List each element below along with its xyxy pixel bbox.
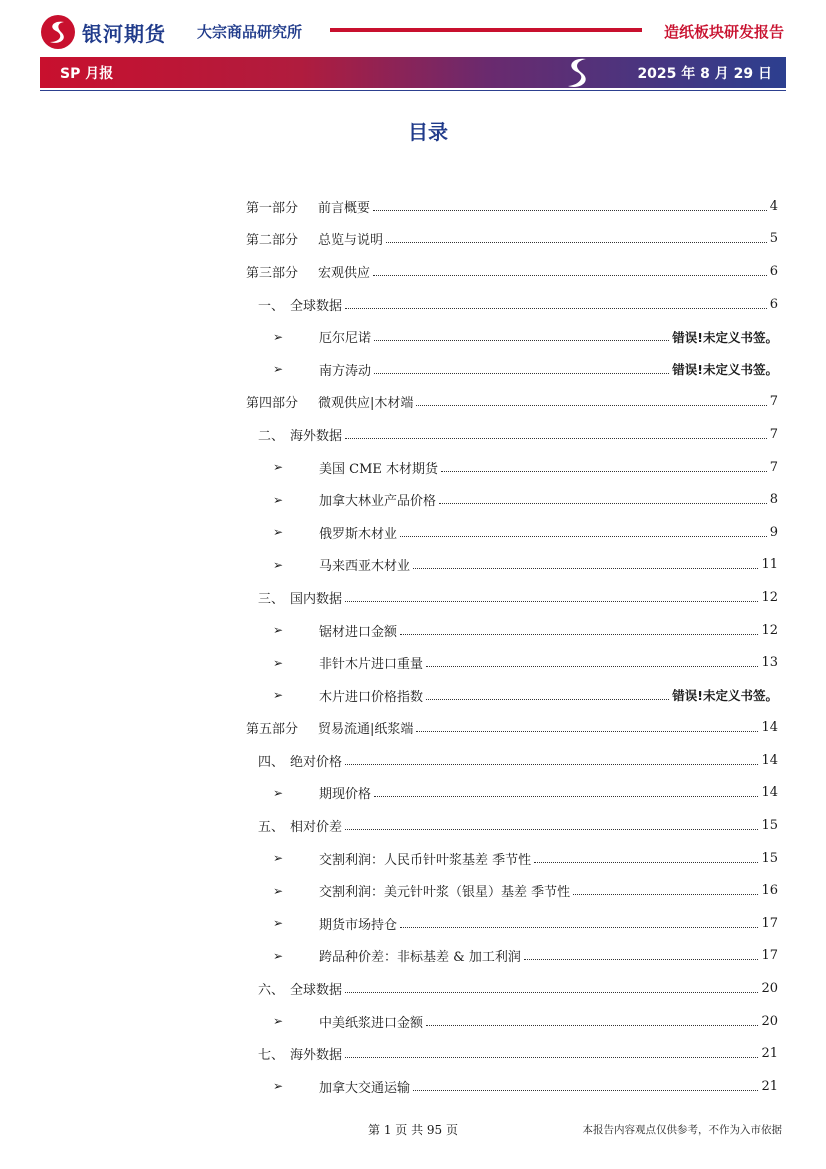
toc-entry-heading [273,686,423,705]
toc-entry-heading [273,360,371,379]
toc-entry-heading [258,1044,342,1063]
table-of-contents [0,190,826,1103]
arrow-bullet-icon: ➢ [273,1014,284,1029]
toc-entry[interactable] [0,842,826,875]
toc-leader-dots [345,1057,758,1058]
toc-entry-title: 全球数据 [290,298,343,314]
toc-entry-title: 海外数据 [290,428,343,444]
toc-entry[interactable] [0,874,826,907]
toc-entry-title: 国内数据 [290,591,343,607]
toc-entry-heading [258,588,342,607]
toc-entry-page: 7 [769,459,778,475]
toc-entry-title: 期货市场持仓 [319,917,398,933]
toc-leader-dots [573,894,758,895]
toc-entry-heading [273,490,436,509]
header-divider [330,28,642,32]
toc-entry-page: 6 [769,263,778,279]
report-type: 造纸板块研发报告 [663,23,784,41]
toc-entry-page: 7 [769,426,778,442]
toc-entry-title: 交割利润：人民币针叶浆基差 季节性 [319,852,532,868]
toc-entry-heading [258,425,342,444]
toc-entry-page: 8 [769,492,778,508]
toc-entry-heading [273,621,397,640]
arrow-bullet-icon: ➢ [273,525,284,540]
toc-leader-dots [345,829,758,830]
toc-entry[interactable] [0,1005,826,1038]
toc-entry-heading [273,914,397,933]
toc-entry-heading [273,783,371,802]
toc-leader-dots [416,405,766,406]
banner-underline [40,90,786,91]
toc-entry[interactable] [0,581,826,614]
toc-leader-dots [426,1025,758,1026]
toc-leader-dots [400,536,767,537]
toc-entry-number: 第一部分 [246,200,299,216]
toc-entry-page: 4 [769,198,778,214]
toc-entry-title: 俄罗斯木材业 [319,526,398,542]
arrow-bullet-icon: ➢ [273,688,284,703]
arrow-bullet-icon: ➢ [273,851,284,866]
toc-entry-title: 厄尔尼诺 [319,331,372,347]
toc-entry-page: 错误!未定义书签。 [672,329,778,345]
toc-entry-number: 二、 [258,428,285,444]
toc-entry-page: 17 [761,915,778,931]
toc-entry[interactable] [0,712,826,745]
toc-entry-heading [246,197,370,216]
toc-entry-page: 错误!未定义书签。 [672,688,778,704]
toc-entry-page: 12 [761,622,778,638]
toc-leader-dots [416,731,758,732]
arrow-bullet-icon: ➢ [273,492,284,507]
toc-entry-number: 三、 [258,591,285,607]
toc-entry[interactable] [0,777,826,810]
toc-leader-dots [413,1090,758,1091]
toc-entry[interactable] [0,483,826,516]
toc-entry-title: 美国 CME 木材期货 [319,461,439,477]
toc-entry-title: 前言概要 [318,200,371,216]
toc-entry-number: 第二部分 [246,233,299,249]
toc-entry-heading [246,229,383,248]
toc-entry-title: 海外数据 [290,1048,343,1064]
toc-leader-dots [386,242,767,243]
toc-entry-page: 14 [761,752,778,768]
toc-entry[interactable] [0,809,826,842]
toc-entry-page: 9 [769,524,778,540]
toc-entry-page: 6 [769,296,778,312]
toc-entry-title: 木片进口价格指数 [319,689,424,705]
toc-entry-title: 中美纸浆进口金额 [319,1015,424,1031]
toc-entry-title: 贸易流通|纸浆端 [318,722,414,738]
toc-entry-heading [246,392,413,411]
toc-entry-heading [258,295,342,314]
toc-entry-title: 非针木片进口重量 [319,657,424,673]
page-number: 第 1 页 共 95 页 [368,1123,458,1137]
toc-entry-title: 交割利润：美元针叶浆（银星）基差 季节性 [319,885,571,901]
galaxy-swoosh-icon [560,55,594,90]
brand-logo [40,14,166,50]
toc-leader-dots [374,796,758,797]
toc-entry[interactable] [0,614,826,647]
toc-entry-title: 加拿大林业产品价格 [319,494,437,510]
toc-entry-heading [273,849,531,868]
toc-title: 目录 [408,120,448,144]
toc-entry-number: 第三部分 [246,265,299,281]
toc-entry[interactable] [0,288,826,321]
toc-entry-title: 宏观供应 [318,265,371,281]
header-banner [40,57,786,88]
toc-leader-dots [345,438,767,439]
toc-entry[interactable] [0,646,826,679]
toc-entry-heading [246,262,370,281]
toc-entry-page: 11 [761,557,778,573]
arrow-bullet-icon: ➢ [273,948,284,963]
arrow-bullet-icon: ➢ [273,883,284,898]
galaxy-logo-icon [40,14,76,50]
toc-leader-dots [400,634,758,635]
toc-entry[interactable] [0,972,826,1005]
toc-leader-dots [374,340,669,341]
toc-entry[interactable] [0,940,826,973]
toc-entry-heading [273,946,521,965]
toc-entry[interactable] [0,451,826,484]
toc-entry-heading [258,816,342,835]
toc-entry[interactable] [0,549,826,582]
report-series: SP 月报 [60,66,114,82]
arrow-bullet-icon: ➢ [273,785,284,800]
toc-leader-dots [373,275,767,276]
toc-entry-title: 相对价差 [290,820,343,836]
toc-leader-dots [373,210,767,211]
toc-leader-dots [345,764,758,765]
toc-entry-page: 21 [761,1046,778,1062]
toc-entry-number: 五、 [258,820,285,836]
arrow-bullet-icon: ➢ [273,329,284,344]
toc-entry-page: 16 [761,883,778,899]
toc-entry-page: 15 [761,850,778,866]
brand-name: 银河期货 [82,21,166,46]
toc-entry-title: 锯材进口金额 [319,624,398,640]
arrow-bullet-icon: ➢ [273,460,284,475]
arrow-bullet-icon: ➢ [273,362,284,377]
toc-entry-heading [273,555,410,574]
toc-leader-dots [345,308,767,309]
toc-leader-dots [524,959,759,960]
arrow-bullet-icon: ➢ [273,623,284,638]
toc-leader-dots [426,699,669,700]
toc-entry-page: 14 [761,785,778,801]
toc-entry-number: 第四部分 [246,396,299,412]
toc-entry-page: 20 [761,981,778,997]
toc-entry-number: 七、 [258,1048,285,1064]
toc-entry[interactable] [0,418,826,451]
toc-leader-dots [534,862,758,863]
toc-entry-page: 14 [761,720,778,736]
toc-entry-heading [273,523,397,542]
toc-entry[interactable] [0,907,826,940]
toc-entry-page: 7 [769,394,778,410]
toc-entry-number: 四、 [258,754,285,770]
toc-leader-dots [426,666,758,667]
arrow-bullet-icon: ➢ [273,557,284,572]
toc-leader-dots [413,568,758,569]
toc-entry-page: 20 [761,1013,778,1029]
toc-entry-page: 5 [769,231,778,247]
toc-entry[interactable] [0,679,826,712]
toc-entry-number: 六、 [258,983,285,999]
arrow-bullet-icon: ➢ [273,655,284,670]
toc-entry-heading [273,458,438,477]
toc-entry-title: 全球数据 [290,983,343,999]
toc-leader-dots [345,601,758,602]
toc-entry-page: 13 [761,655,778,671]
toc-entry-heading [258,751,342,770]
toc-entry[interactable] [0,223,826,256]
toc-entry-title: 南方涛动 [319,363,372,379]
toc-entry[interactable] [0,190,826,223]
toc-entry[interactable] [0,386,826,419]
toc-entry-title: 微观供应|木材端 [318,396,414,412]
toc-entry-heading [273,1077,410,1096]
toc-entry-title: 马来西亚木材业 [319,559,411,575]
toc-entry-page: 12 [761,589,778,605]
toc-entry-title: 总览与说明 [318,233,384,249]
report-date: 2025 年 8 月 29 日 [637,66,772,82]
toc-entry-page: 21 [761,1078,778,1094]
disclaimer: 本报告内容观点仅供参考，不作为入市依据 [582,1124,782,1136]
toc-entry[interactable] [0,353,826,386]
toc-leader-dots [441,471,767,472]
toc-entry-title: 期现价格 [319,787,372,803]
toc-entry-heading [273,881,570,900]
toc-entry-number: 一、 [258,298,285,314]
toc-entry-title: 加拿大交通运输 [319,1080,411,1096]
toc-entry-heading [246,718,413,737]
toc-entry[interactable] [0,320,826,353]
institute-name: 大宗商品研究所 [197,23,303,41]
toc-leader-dots [439,503,767,504]
toc-entry-heading [273,1012,423,1031]
toc-entry-title: 绝对价格 [290,754,343,770]
toc-leader-dots [374,373,669,374]
toc-entry-heading [258,979,342,998]
toc-entry[interactable] [0,744,826,777]
arrow-bullet-icon: ➢ [273,916,284,931]
toc-leader-dots [345,992,758,993]
toc-entry-page: 15 [761,818,778,834]
arrow-bullet-icon: ➢ [273,1079,284,1094]
toc-entry-page: 错误!未定义书签。 [672,362,778,378]
toc-entry-heading [273,653,423,672]
toc-entry[interactable] [0,255,826,288]
toc-entry-number: 第五部分 [246,722,299,738]
toc-entry[interactable] [0,516,826,549]
toc-entry-title: 跨品种价差：非标基差 & 加工利润 [319,950,521,966]
toc-leader-dots [400,927,758,928]
toc-entry-page: 17 [761,948,778,964]
toc-entry[interactable] [0,1037,826,1070]
toc-entry[interactable] [0,1070,826,1103]
toc-entry-heading [273,327,371,346]
